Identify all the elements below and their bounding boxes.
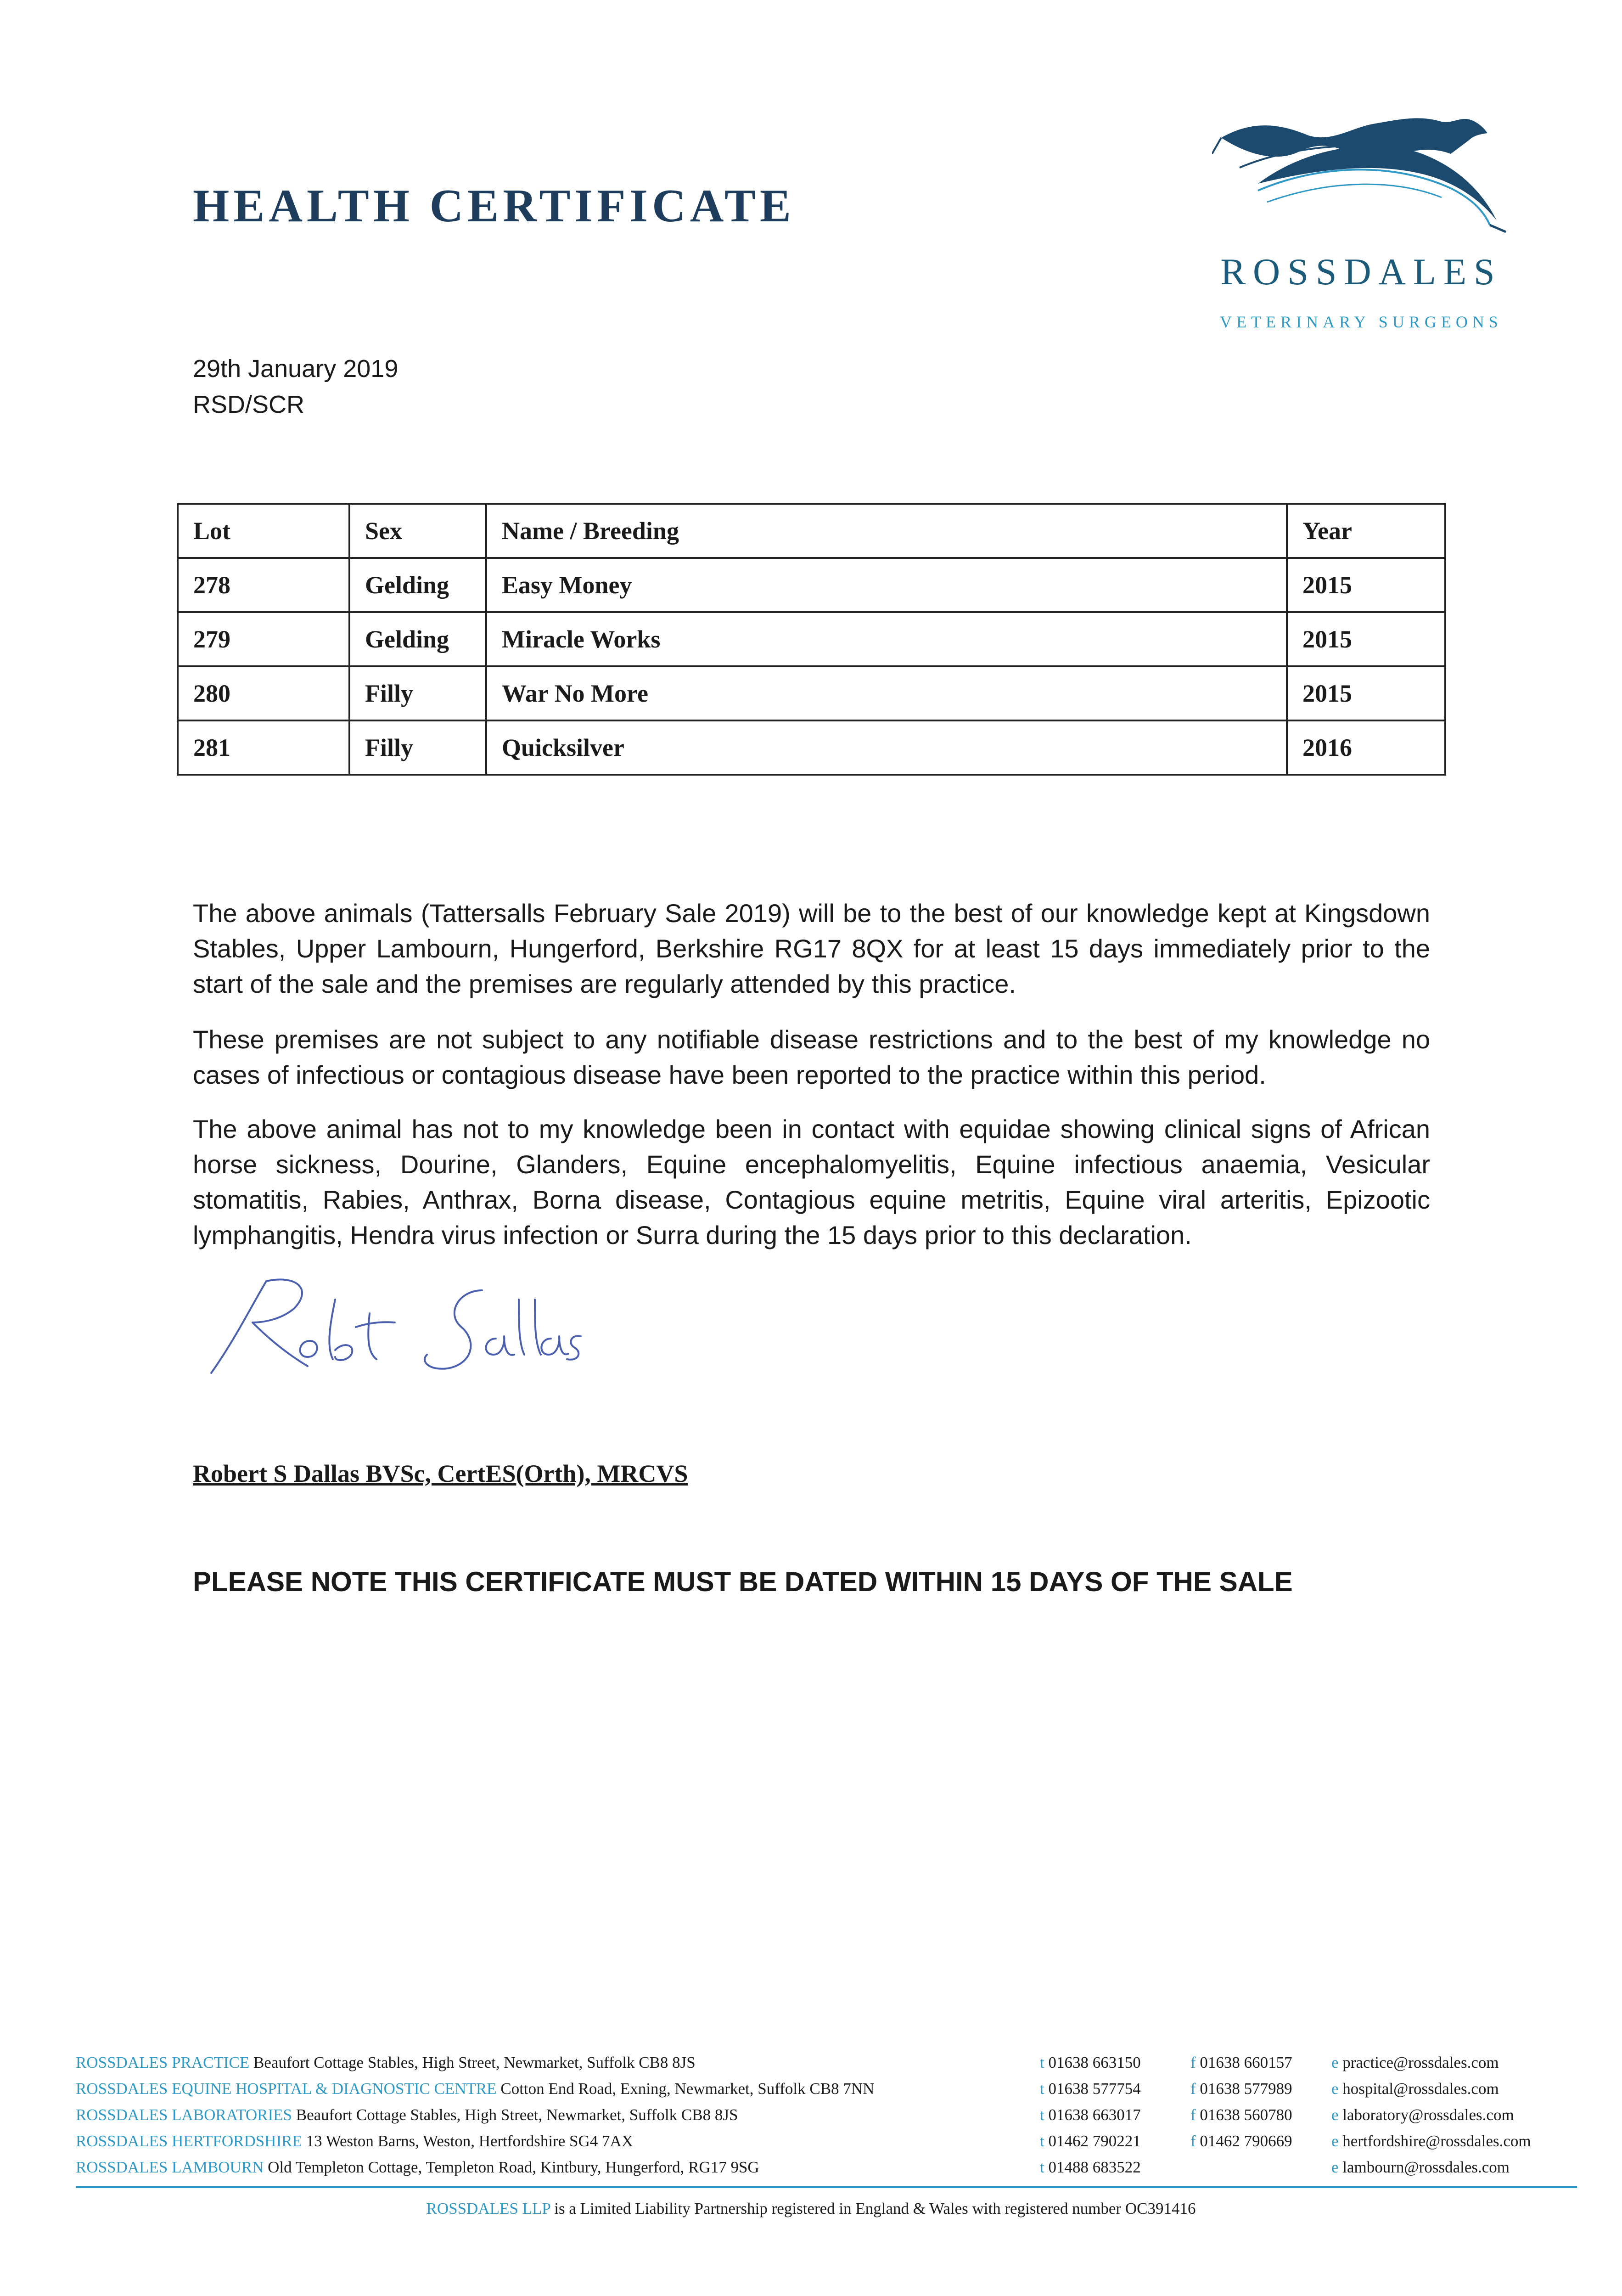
- fax-number: 01638 660157: [1200, 2054, 1292, 2071]
- phone-label: t: [1040, 2054, 1044, 2071]
- phone-number: 01638 663150: [1048, 2054, 1141, 2071]
- office-address: Beaufort Cottage Stables, High Street, Newmarket, Suffolk CB8 8JS: [296, 2106, 738, 2124]
- office-email: [1331, 2054, 1499, 2072]
- office-email: [1331, 2106, 1514, 2124]
- email-label: e: [1331, 2158, 1339, 2176]
- office-address: Cotton End Road, Exning, Newmarket, Suffolk CB8 7NN: [500, 2080, 875, 2098]
- sex-cell: Gelding: [349, 612, 486, 666]
- footer-office-row: [76, 2158, 1582, 2184]
- office-phone: [1040, 2106, 1141, 2124]
- sex-cell: Gelding: [349, 558, 486, 612]
- footer-office-row: [76, 2054, 1582, 2080]
- lot-cell: 279: [178, 612, 349, 666]
- phone-label: t: [1040, 2132, 1044, 2150]
- office-name: ROSSDALES EQUINE HOSPITAL & DIAGNOSTIC CENTRE: [76, 2080, 497, 2098]
- office-email: [1331, 2080, 1499, 2098]
- paragraph-disease-declaration: The above animal has not to my knowledge been in contact with equidae showing clinical signs of African horse sickness, Dourine, Glanders, Equine encephalomyelitis, Equine infectious anaemia, Vesicular stomatitis, Rabies, Anthrax, Borna disease, Contagious equine metritis, Equine viral arteritis, Epizootic lymphangitis, Hendra virus infection or Surra during the 15 days prior to this declaration.: [193, 1114, 1430, 1249]
- year-cell: 2016: [1287, 720, 1445, 775]
- email-label: e: [1331, 2054, 1339, 2071]
- year-cell: 2015: [1287, 612, 1445, 666]
- column-header-sex: Sex: [349, 504, 486, 558]
- llp-registration: [0, 2200, 1622, 2218]
- office-email: [1331, 2158, 1510, 2177]
- fax-number: 01638 560780: [1200, 2106, 1292, 2124]
- office-name: ROSSDALES LAMBOURN: [76, 2158, 264, 2176]
- lot-cell: 278: [178, 558, 349, 612]
- phone-number: 01462 790221: [1048, 2132, 1141, 2150]
- office-phone: [1040, 2132, 1141, 2150]
- llp-name: ROSSDALES LLP: [426, 2200, 550, 2217]
- fax-label: f: [1190, 2132, 1196, 2150]
- signer-name: Robert S Dallas BVSc, CertES(Orth), MRCVS: [193, 1460, 688, 1487]
- footer-office-row: [76, 2106, 1582, 2132]
- sex-cell: Filly: [349, 720, 486, 775]
- phone-number: 01488 683522: [1048, 2158, 1141, 2176]
- office-fax: [1190, 2080, 1292, 2098]
- office-address: Old Templeton Cottage, Templeton Road, Kintbury, Hungerford, RG17 9SG: [268, 2158, 759, 2176]
- office-fax: [1190, 2132, 1292, 2150]
- table-row: [178, 612, 1445, 666]
- handwritten-signature: [197, 1272, 583, 1391]
- office-email: [1331, 2132, 1531, 2150]
- office-fax: [1190, 2106, 1292, 2124]
- table-header-row: [178, 504, 1445, 558]
- column-header-lot: Lot: [178, 504, 349, 558]
- page-title: HEALTH CERTIFICATE: [193, 180, 795, 232]
- office-phone: [1040, 2054, 1141, 2072]
- footer-contacts: [76, 2054, 1582, 2184]
- brand-subtitle: VETERINARY SURGEONS: [1220, 313, 1503, 331]
- office-fax: [1190, 2054, 1292, 2072]
- year-cell: 2015: [1287, 666, 1445, 720]
- fax-label: f: [1190, 2080, 1196, 2098]
- office-phone: [1040, 2158, 1141, 2177]
- fax-label: f: [1190, 2106, 1196, 2124]
- name-cell: Miracle Works: [486, 612, 1287, 666]
- sale-date-notice: PLEASE NOTE THIS CERTIFICATE MUST BE DATED WITHIN 15 DAYS OF THE SALE: [193, 1566, 1293, 1597]
- table-row: [178, 558, 1445, 612]
- fax-label: f: [1190, 2054, 1196, 2071]
- phone-number: 01638 577754: [1048, 2080, 1141, 2098]
- year-cell: 2015: [1287, 558, 1445, 612]
- table-row: [178, 666, 1445, 720]
- office-name: ROSSDALES PRACTICE: [76, 2054, 250, 2071]
- paragraph-premises: The above animals (Tattersalls February Sale 2019) will be to the best of our knowledge kept at Kingsdown Stables, Upper Lambourn, Hungerford, Berkshire RG17 8QX for at least 15 days immediately prior to the start of the sale and the premises are regularly attended by this practice.: [193, 899, 1430, 998]
- lots-table: [177, 503, 1446, 776]
- phone-number: 01638 663017: [1048, 2106, 1141, 2124]
- phone-label: t: [1040, 2080, 1044, 2098]
- office-address: Beaufort Cottage Stables, High Street, Newmarket, Suffolk CB8 8JS: [253, 2054, 696, 2071]
- llp-text: is a Limited Liability Partnership registered in England & Wales with registered number OC391416: [554, 2200, 1196, 2217]
- phone-label: t: [1040, 2158, 1044, 2176]
- email-label: e: [1331, 2080, 1339, 2098]
- table-row: [178, 720, 1445, 775]
- fax-number: 01638 577989: [1200, 2080, 1292, 2098]
- office-address: 13 Weston Barns, Weston, Hertfordshire SG4 7AX: [306, 2132, 634, 2150]
- email-address[interactable]: hospital@rossdales.com: [1342, 2080, 1499, 2098]
- column-header-name: Name / Breeding: [486, 504, 1287, 558]
- certificate-date: 29th January 2019: [193, 355, 398, 383]
- email-address[interactable]: hertfordshire@rossdales.com: [1342, 2132, 1531, 2150]
- horse-logo-icon: [1212, 110, 1510, 248]
- office-name: ROSSDALES LABORATORIES: [76, 2106, 292, 2124]
- lot-cell: 281: [178, 720, 349, 775]
- email-address[interactable]: laboratory@rossdales.com: [1342, 2106, 1514, 2124]
- office-phone: [1040, 2080, 1141, 2098]
- email-label: e: [1331, 2132, 1339, 2150]
- fax-number: 01462 790669: [1200, 2132, 1292, 2150]
- footer-office-row: [76, 2132, 1582, 2158]
- footer-office-row: [76, 2080, 1582, 2106]
- column-header-year: Year: [1287, 504, 1445, 558]
- lot-cell: 280: [178, 666, 349, 720]
- certificate-reference: RSD/SCR: [193, 391, 305, 418]
- sex-cell: Filly: [349, 666, 486, 720]
- name-cell: Easy Money: [486, 558, 1287, 612]
- name-cell: Quicksilver: [486, 720, 1287, 775]
- phone-label: t: [1040, 2106, 1044, 2124]
- paragraph-restrictions: These premises are not subject to any notifiable disease restrictions and to the best of my knowledge no cases of infectious or contagious disease have been reported to the practice within this period.: [193, 1025, 1430, 1089]
- name-cell: War No More: [486, 666, 1287, 720]
- footer-divider: [76, 2186, 1577, 2188]
- email-address[interactable]: practice@rossdales.com: [1342, 2054, 1499, 2071]
- office-name: ROSSDALES HERTFORDSHIRE: [76, 2132, 302, 2150]
- brand-name: ROSSDALES: [1220, 251, 1502, 293]
- email-label: e: [1331, 2106, 1339, 2124]
- email-address[interactable]: lambourn@rossdales.com: [1342, 2158, 1510, 2176]
